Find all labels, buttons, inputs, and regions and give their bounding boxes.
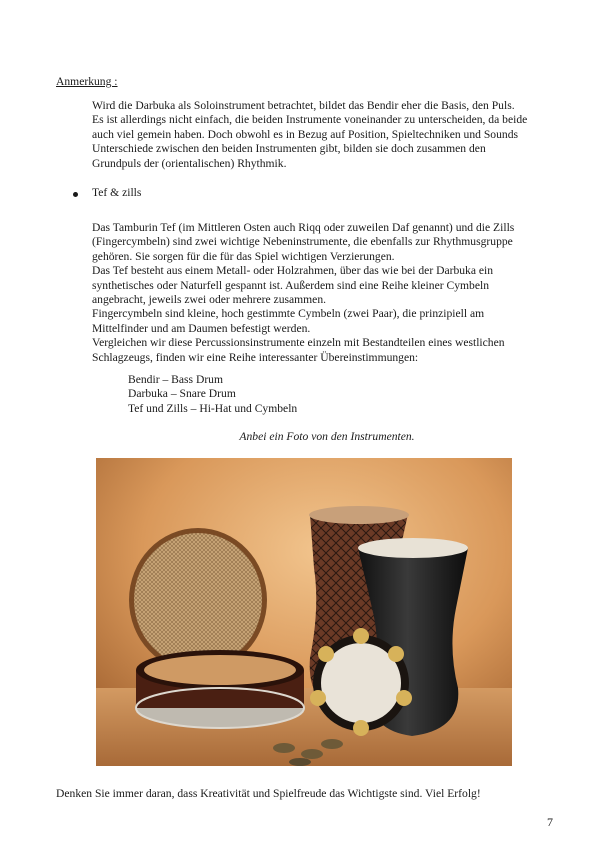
comparison-list [128, 373, 297, 416]
bendir-drum [129, 528, 267, 672]
bullet-icon [73, 192, 78, 197]
paragraph-line: Es ist allerdings nicht einfach, die beiden Instrumente voneinander zu unterscheiden, da beide [92, 113, 528, 127]
frame-drum-shell [136, 650, 304, 728]
instruments-photo [96, 458, 512, 766]
paragraph-line: angebracht, jeweils zwei oder mehrere zusammen. [92, 293, 327, 307]
paragraph-line: Unterschiede zwischen den beiden Instrumenten gibt, bilden sie doch zusammen den [92, 142, 486, 156]
paragraph-line: Fingercymbeln sind kleine, hoch gestimmte Cymbeln (zwei Paar), die prinzipiell am [92, 307, 485, 321]
paragraph-intro [92, 99, 562, 171]
paragraph-line: Wird die Darbuka als Soloinstrument betrachtet, bildet das Bendir eher die Basis, den Puls. [92, 99, 515, 112]
comparison-item: Tef und Zills – Hi-Hat und Cymbeln [128, 401, 298, 415]
paragraph-line: Das Tef besteht aus einem Metall- oder Holzrahmen, über das wie bei der Darbuka ein [92, 264, 494, 278]
instruments-illustration [96, 458, 512, 766]
comparison-item: Bendir – Bass Drum [128, 373, 223, 386]
paragraph-line: (Fingercymbeln) sind zwei wichtige Nebeninstrumente, die ebenfalls zur Rhythmusgruppe [92, 235, 513, 249]
paragraph-line: synthetisches oder Naturfell gespannt ist. Außerdem sind eine Reihe kleiner Cymbeln [92, 278, 489, 292]
paragraph-line: gehören. Sie sorgen für die für das Spiel wichtigen Verzierungen. [92, 249, 395, 263]
bullet-heading: Tef & zills [92, 186, 142, 199]
paragraph-tef-zills [92, 221, 562, 365]
section-heading: Anmerkung : [56, 75, 118, 88]
photo-caption: Anbei ein Foto von den Instrumenten. [239, 430, 415, 443]
comparison-item: Darbuka – Snare Drum [128, 387, 236, 401]
paragraph-line: Schlagzeugs, finden wir eine Reihe interessanter Übereinstimmungen: [92, 350, 419, 364]
paragraph-line: Mittelfinder und am Daumen befestigt werden. [92, 321, 311, 335]
page-number: 7 [547, 815, 553, 829]
paragraph-line: auch viel gemein haben. Doch obwohl es in Bezug auf Position, Spieltechniken und Sounds [92, 127, 518, 141]
closing-sentence: Denken Sie immer daran, dass Kreativität und Spielfreude das Wichtigste sind. Viel Erfolg! [56, 787, 481, 800]
paragraph-line: Vergleichen wir diese Percussionsinstrumente einzeln mit Bestandteilen eines westlichen [92, 336, 505, 350]
paragraph-line: Das Tamburin Tef (im Mittleren Osten auch Riqq oder zuweilen Daf genannt) und die Zills [92, 221, 515, 234]
paragraph-line: Grundpuls der (orientalischen) Rhythmik. [92, 156, 287, 170]
